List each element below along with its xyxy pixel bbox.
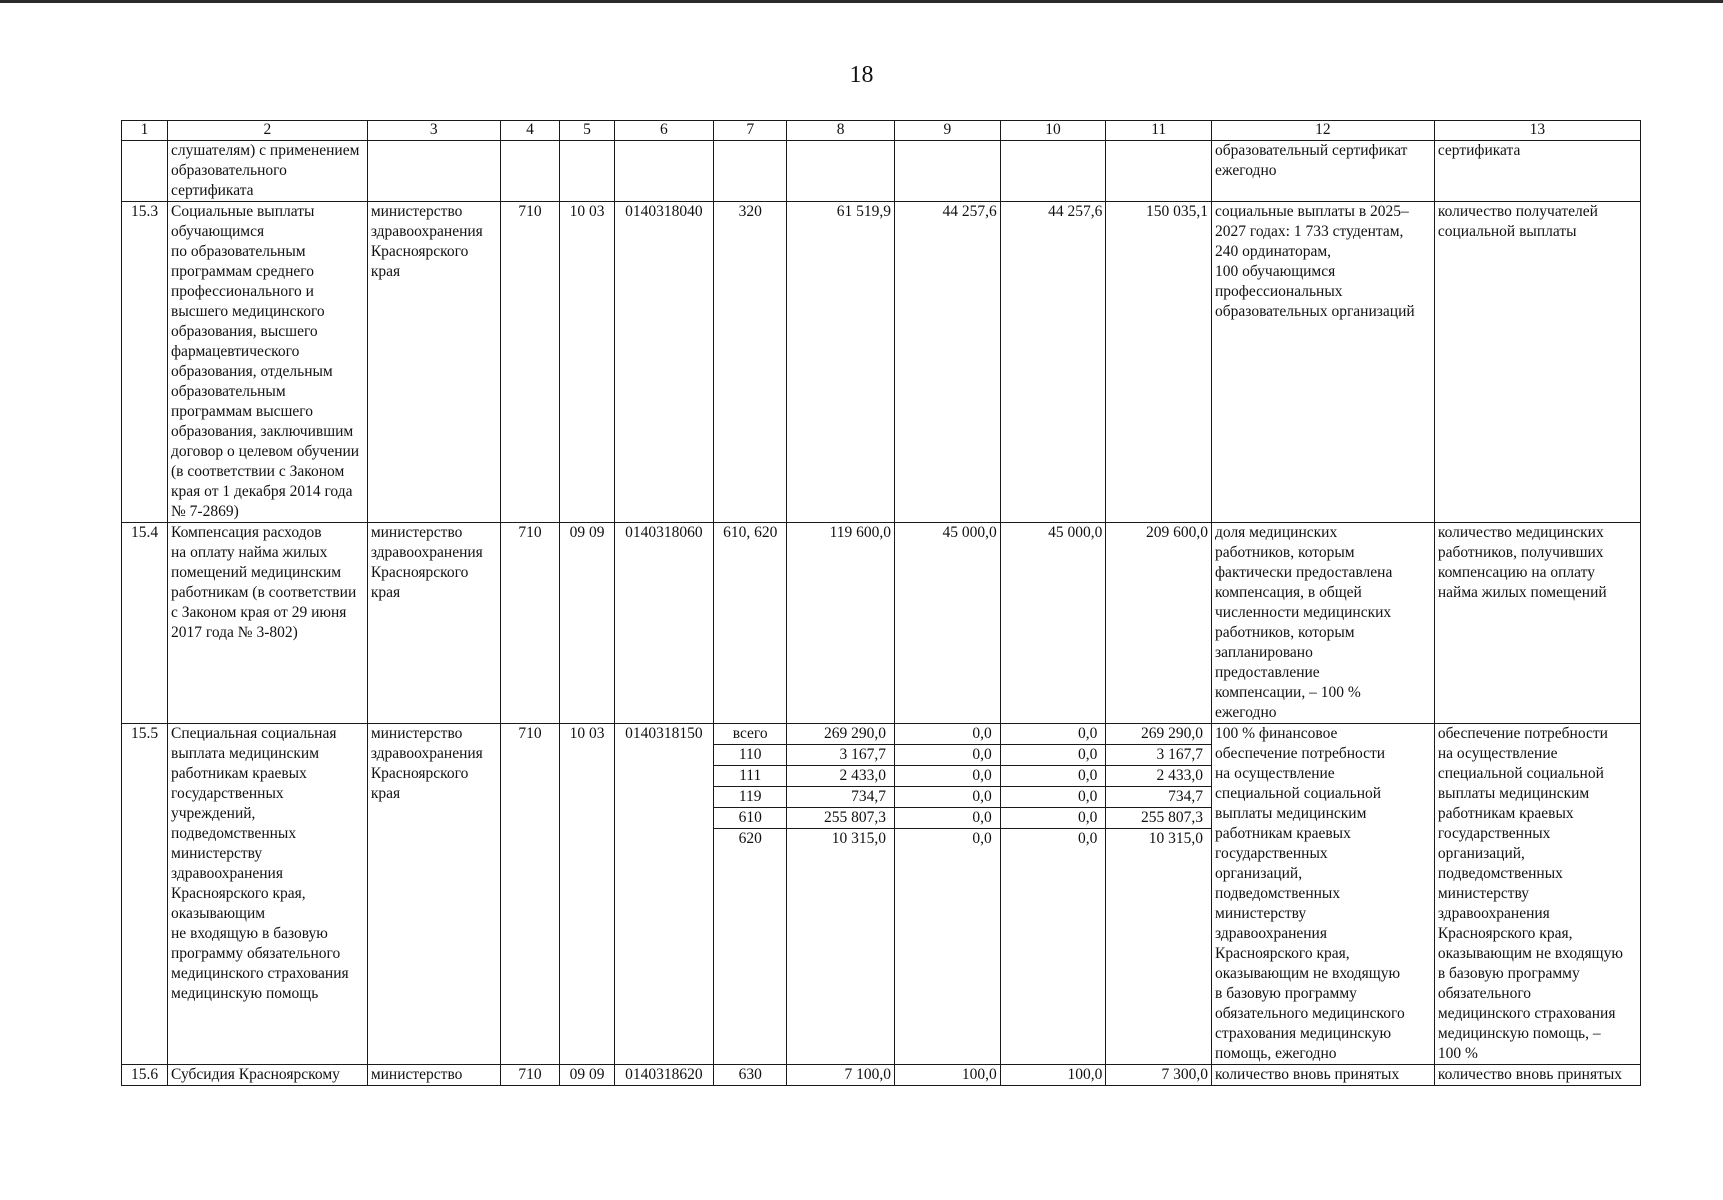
expected-result-line: количество вновь принятых xyxy=(1215,1066,1400,1083)
column-header-10: 10 xyxy=(1000,121,1106,141)
target-article-code: 0140318150 xyxy=(614,724,713,1065)
expense-type-value: 111 xyxy=(714,766,786,787)
expected-result-line: доля медицинских xyxy=(1215,524,1338,541)
result-indicator-line: министерству xyxy=(1437,885,1530,902)
expense-type-value: 320 xyxy=(738,203,762,220)
expected-result-line: на осуществление xyxy=(1215,765,1335,782)
section-code xyxy=(560,141,614,202)
scan-edge xyxy=(0,0,1723,3)
result-indicator-line: в базовую программу xyxy=(1437,965,1580,982)
expected-result-line: работников, которым xyxy=(1215,544,1355,561)
expected-result-line: обязательного медицинского xyxy=(1215,1005,1405,1022)
target-article-code: 0140318620 xyxy=(614,1065,713,1086)
section-code: 10 03 xyxy=(560,724,614,1065)
amount-total xyxy=(1106,523,1212,724)
result-indicator-line: найма жилых помещений xyxy=(1437,584,1607,601)
expected-result-line: страхования медицинскую xyxy=(1215,1025,1392,1042)
expected-result-line: компенсации, – 100 % xyxy=(1215,684,1361,701)
measure-name-line: учреждений, xyxy=(171,805,256,822)
amount-2025-value: 269 290,0 xyxy=(787,724,894,745)
target-article-code xyxy=(614,141,713,202)
measure-name-line: сертификата xyxy=(171,182,254,199)
amount-2026-value: 0,0 xyxy=(972,830,992,847)
budget-table xyxy=(121,120,1641,1086)
expense-type xyxy=(714,1065,787,1086)
amount-total xyxy=(1106,141,1212,202)
expected-result-line: государственных xyxy=(1215,845,1328,862)
column-header-3: 3 xyxy=(367,121,500,141)
responsible-ministry xyxy=(367,202,500,523)
measure-name-line: помещений медицинским xyxy=(171,564,342,581)
amount-2027 xyxy=(1000,523,1106,724)
responsible-ministry-line: края xyxy=(370,263,401,280)
column-header-6: 6 xyxy=(614,121,713,141)
amount-2025-value: 61 519,9 xyxy=(836,203,892,220)
column-header-5: 5 xyxy=(560,121,614,141)
result-indicator-line: обеспечение потребности xyxy=(1437,725,1608,742)
amount-2027-value: 0,0 xyxy=(1001,787,1106,808)
responsible-ministry xyxy=(367,724,500,1065)
amount-total-value: 7 300,0 xyxy=(1161,1066,1209,1083)
column-header-11: 11 xyxy=(1106,121,1212,141)
grbs-code: 710 xyxy=(500,202,560,523)
expected-result-line: ежегодно xyxy=(1215,704,1277,721)
section-code: 10 03 xyxy=(560,202,614,523)
measure-name-line: края от 1 декабря 2014 года xyxy=(171,483,353,500)
expected-result xyxy=(1212,141,1435,202)
measure-name xyxy=(168,1065,368,1086)
expected-result-line: оказывающим не входящую xyxy=(1215,965,1401,982)
amount-total-stack xyxy=(1109,724,1208,849)
expected-result xyxy=(1212,523,1435,724)
result-indicator-line: выплаты медицинским xyxy=(1437,785,1590,802)
result-indicator-line: работников, получивших xyxy=(1437,544,1604,561)
result-indicator-line: на осуществление xyxy=(1437,745,1558,762)
measure-name-line: Красноярского края, xyxy=(171,885,306,902)
expected-result xyxy=(1212,202,1435,523)
amount-2027 xyxy=(1000,141,1106,202)
amount-2025-stack xyxy=(790,724,891,849)
result-indicator xyxy=(1434,1065,1640,1086)
amount-2025-value: 119 600,0 xyxy=(829,524,892,541)
amount-2026-value: 0,0 xyxy=(895,724,1000,745)
measure-name-line: Специальная социальная xyxy=(171,725,337,742)
measure-name-line: (в соответствии с Законом xyxy=(171,463,345,480)
result-indicator-line: количество получателей xyxy=(1437,203,1598,220)
responsible-ministry xyxy=(367,141,500,202)
expected-result-line: 2027 годах: 1 733 студентам, xyxy=(1215,223,1404,240)
expected-result-line: фактически предоставлена xyxy=(1215,564,1393,581)
expense-type-value: всего xyxy=(714,724,786,745)
result-indicator-line: количество вновь принятых xyxy=(1437,1066,1623,1083)
measure-name xyxy=(168,523,368,724)
amount-total-value: 2 433,0 xyxy=(1106,766,1211,787)
measure-name-line: оказывающим xyxy=(171,905,266,922)
result-indicator-line: компенсацию на оплату xyxy=(1437,564,1595,581)
expense-type-value: 620 xyxy=(738,830,762,847)
column-header-1: 1 xyxy=(122,121,168,141)
expense-type xyxy=(714,202,787,523)
measure-name-line: здравоохранения xyxy=(171,865,283,882)
result-indicator-line: здравоохранения xyxy=(1437,905,1550,922)
column-header-9: 9 xyxy=(895,121,1001,141)
expected-result-line: работникам краевых xyxy=(1215,825,1351,842)
amount-2027-value: 44 257,6 xyxy=(1048,203,1103,220)
measure-name xyxy=(168,141,368,202)
measure-name-line: выплата медицинским xyxy=(171,745,320,762)
result-indicator-line: организаций, xyxy=(1437,845,1525,862)
responsible-ministry-line: министерство xyxy=(370,524,463,541)
result-indicator-line: социальной выплаты xyxy=(1437,223,1577,240)
measure-name-line: профессионального и xyxy=(171,283,314,300)
result-indicator-line: подведомственных xyxy=(1437,865,1563,882)
table-row xyxy=(122,141,1641,202)
amount-2027-value: 100,0 xyxy=(1067,1066,1103,1083)
amount-2025-value: 10 315,0 xyxy=(831,830,887,847)
measure-name-line: образования, высшего xyxy=(171,323,318,340)
expected-result-line: 100 % финансовое xyxy=(1215,725,1338,742)
grbs-code xyxy=(500,141,560,202)
amount-2025 xyxy=(787,202,895,523)
amount-total-value: 10 315,0 xyxy=(1148,830,1204,847)
expected-result-line: образовательных организаций xyxy=(1215,303,1415,320)
result-indicator-line: оказывающим не входящую xyxy=(1437,945,1623,962)
measure-name-line: не входящую в базовую xyxy=(171,925,328,942)
amount-2026 xyxy=(895,724,1001,1065)
expected-result xyxy=(1212,1065,1435,1086)
measure-name xyxy=(168,202,368,523)
responsible-ministry-line: здравоохранения xyxy=(370,745,483,762)
measure-name-line: № 7-2869) xyxy=(171,503,239,520)
measure-name-line: 2017 года № 3-802) xyxy=(171,624,298,641)
expected-result-line: работников, которым xyxy=(1215,624,1355,641)
measure-name-line: образовательного xyxy=(171,162,287,179)
result-indicator xyxy=(1434,523,1640,724)
result-indicator-line: Красноярского края, xyxy=(1437,925,1573,942)
measure-name-line: фармацевтического xyxy=(171,343,300,360)
amount-2027 xyxy=(1000,202,1106,523)
amount-total-value: 150 035,1 xyxy=(1146,203,1209,220)
expected-result xyxy=(1212,724,1435,1065)
expense-type-value: 630 xyxy=(738,1066,762,1083)
result-indicator-line: 100 % xyxy=(1437,1045,1478,1062)
section-code: 09 09 xyxy=(560,523,614,724)
amount-total-value: 269 290,0 xyxy=(1106,724,1211,745)
grbs-code: 710 xyxy=(500,1065,560,1086)
amount-total-value: 734,7 xyxy=(1106,787,1211,808)
column-header-12: 12 xyxy=(1212,121,1435,141)
result-indicator-line: специальной социальной xyxy=(1437,765,1604,782)
amount-2025-value: 7 100,0 xyxy=(844,1066,892,1083)
measure-name-line: министерству xyxy=(171,845,263,862)
expected-result-line: численности медицинских xyxy=(1215,604,1392,621)
amount-2026-value: 0,0 xyxy=(895,808,1000,829)
amount-2026-value: 44 257,6 xyxy=(942,203,997,220)
table-row xyxy=(122,202,1641,523)
responsible-ministry-line: Красноярского xyxy=(370,765,469,782)
measure-name-line: образования, отдельным xyxy=(171,363,333,380)
amount-2027-value: 0,0 xyxy=(1001,766,1106,787)
responsible-ministry-line: министерство xyxy=(370,1066,463,1083)
expected-result-line: здравоохранения xyxy=(1215,925,1327,942)
measure-name-line: работникам (в соответствии xyxy=(171,584,357,601)
expense-type-value: 610 xyxy=(714,808,786,829)
amount-2026-value: 0,0 xyxy=(895,745,1000,766)
row-number xyxy=(122,141,168,202)
amount-total xyxy=(1106,202,1212,523)
amount-2025 xyxy=(787,141,895,202)
responsible-ministry-line: края xyxy=(370,785,401,802)
measure-name-line: на оплату найма жилых xyxy=(171,544,328,561)
expected-result-line: Красноярского края, xyxy=(1215,945,1350,962)
result-indicator xyxy=(1434,141,1640,202)
expense-type-value: 110 xyxy=(714,745,786,766)
amount-2025 xyxy=(787,724,895,1065)
responsible-ministry-line: здравоохранения xyxy=(370,544,483,561)
measure-name-line: медицинского страхования xyxy=(171,965,349,982)
page-number: 18 xyxy=(849,62,874,88)
table-body xyxy=(122,141,1641,1086)
amount-2026-value: 45 000,0 xyxy=(942,524,997,541)
row-number: 15.3 xyxy=(122,202,168,523)
measure-name-line: обучающимся xyxy=(171,223,265,240)
expected-result-line: предоставление xyxy=(1215,664,1320,681)
amount-total-value: 255 807,3 xyxy=(1106,808,1211,829)
measure-name-line: подведомственных xyxy=(171,825,297,842)
amount-2026-stack xyxy=(898,724,997,849)
row-number: 15.6 xyxy=(122,1065,168,1086)
measure-name-line: с Законом края от 29 июня xyxy=(171,604,347,621)
column-header-4: 4 xyxy=(500,121,560,141)
target-article-code: 0140318040 xyxy=(614,202,713,523)
amount-2027-stack xyxy=(1004,724,1103,849)
column-header-7: 7 xyxy=(714,121,787,141)
grbs-code: 710 xyxy=(500,724,560,1065)
amount-total-value: 3 167,7 xyxy=(1106,745,1211,766)
expected-result-line: обеспечение потребности xyxy=(1215,745,1386,762)
table-row xyxy=(122,724,1641,1065)
expected-result-line: в базовую программу xyxy=(1215,985,1357,1002)
result-indicator-line: государственных xyxy=(1437,825,1551,842)
amount-2025 xyxy=(787,1065,895,1086)
expected-result-line: запланировано xyxy=(1215,644,1313,661)
section-code: 09 09 xyxy=(560,1065,614,1086)
measure-name-line: Компенсация расходов xyxy=(171,524,322,541)
measure-name-line: слушателям) с применением xyxy=(171,142,360,159)
expected-result-line: организаций, xyxy=(1215,865,1303,882)
amount-2025-value: 734,7 xyxy=(787,787,894,808)
expected-result-line: специальной социальной xyxy=(1215,785,1382,802)
amount-2026-value: 0,0 xyxy=(895,766,1000,787)
header-row xyxy=(122,121,1641,141)
expected-result-line: ежегодно xyxy=(1215,162,1277,179)
expected-result-line: 240 ординаторам, xyxy=(1215,243,1332,260)
responsible-ministry xyxy=(367,1065,500,1086)
measure-name-line: государственных xyxy=(171,785,284,802)
measure-name-line: образования, заключившим xyxy=(171,423,354,440)
column-header-2: 2 xyxy=(168,121,368,141)
row-number: 15.4 xyxy=(122,523,168,724)
column-header-13: 13 xyxy=(1434,121,1640,141)
result-indicator-line: сертификата xyxy=(1437,142,1521,159)
result-indicator-line: обязательного xyxy=(1437,985,1532,1002)
amount-2025 xyxy=(787,523,895,724)
measure-name xyxy=(168,724,368,1065)
expense-type-stack xyxy=(717,724,783,849)
expected-result-line: подведомственных xyxy=(1215,885,1341,902)
amount-total xyxy=(1106,1065,1212,1086)
measure-name-line: медицинскую помощь xyxy=(171,985,319,1002)
measure-name-line: программам среднего xyxy=(171,263,314,280)
measure-name-line: Субсидия Красноярскому xyxy=(171,1066,340,1083)
responsible-ministry-line: здравоохранения xyxy=(370,223,483,240)
amount-2026-value: 0,0 xyxy=(895,787,1000,808)
table-row xyxy=(122,1065,1641,1086)
result-indicator xyxy=(1434,724,1640,1065)
amount-2026 xyxy=(895,1065,1001,1086)
responsible-ministry-line: края xyxy=(370,584,401,601)
expected-result-line: образовательный сертификат xyxy=(1215,142,1408,159)
responsible-ministry-line: Красноярского xyxy=(370,564,469,581)
result-indicator-line: работникам краевых xyxy=(1437,805,1574,822)
measure-name-line: высшего медицинского xyxy=(171,303,325,320)
column-header-8: 8 xyxy=(787,121,895,141)
amount-2026-value: 100,0 xyxy=(961,1066,997,1083)
amount-2027-value: 0,0 xyxy=(1001,745,1106,766)
measure-name-line: программу обязательного xyxy=(171,945,341,962)
result-indicator-line: медицинскую помощь, – xyxy=(1437,1025,1601,1042)
target-article-code: 0140318060 xyxy=(614,523,713,724)
amount-2027 xyxy=(1000,724,1106,1065)
measure-name-line: образовательным xyxy=(171,383,286,400)
expense-type-value: 610, 620 xyxy=(723,524,778,541)
measure-name-line: по образовательным xyxy=(171,243,306,260)
expected-result-line: выплаты медицинским xyxy=(1215,805,1367,822)
expected-result-line: 100 обучающимся xyxy=(1215,263,1336,280)
amount-2025-value: 3 167,7 xyxy=(787,745,894,766)
expected-result-line: социальные выплаты в 2025– xyxy=(1215,203,1409,220)
responsible-ministry xyxy=(367,523,500,724)
amount-2025-value: 2 433,0 xyxy=(787,766,894,787)
result-indicator-line: медицинского страхования xyxy=(1437,1005,1616,1022)
table-row xyxy=(122,523,1641,724)
responsible-ministry-line: Красноярского xyxy=(370,243,469,260)
amount-2027-value: 0,0 xyxy=(1077,830,1098,847)
grbs-code: 710 xyxy=(500,523,560,724)
expense-type xyxy=(714,724,787,1065)
amount-2027-value: 0,0 xyxy=(1001,808,1106,829)
result-indicator-line: количество медицинских xyxy=(1437,524,1604,541)
measure-name-line: работникам краевых xyxy=(171,765,307,782)
responsible-ministry-line: министерство xyxy=(370,725,463,742)
responsible-ministry-line: министерство xyxy=(370,203,463,220)
amount-2026 xyxy=(895,523,1001,724)
result-indicator xyxy=(1434,202,1640,523)
amount-2026 xyxy=(895,141,1001,202)
expected-result-line: компенсация, в общей xyxy=(1215,584,1362,601)
expense-type xyxy=(714,523,787,724)
expense-type xyxy=(714,141,787,202)
expected-result-line: профессиональных xyxy=(1215,283,1343,300)
row-number: 15.5 xyxy=(122,724,168,1065)
amount-2027-value: 0,0 xyxy=(1001,724,1106,745)
amount-2027-value: 45 000,0 xyxy=(1048,524,1103,541)
measure-name-line: договор о целевом обучении xyxy=(171,443,360,460)
amount-2026 xyxy=(895,202,1001,523)
amount-total-value: 209 600,0 xyxy=(1146,524,1209,541)
amount-total xyxy=(1106,724,1212,1065)
measure-name-line: программам высшего xyxy=(171,403,314,420)
amount-2025-value: 255 807,3 xyxy=(787,808,894,829)
amount-2027 xyxy=(1000,1065,1106,1086)
expense-type-value: 119 xyxy=(714,787,786,808)
measure-name-line: Социальные выплаты xyxy=(171,203,315,220)
expected-result-line: министерству xyxy=(1215,905,1307,922)
expected-result-line: помощь, ежегодно xyxy=(1215,1045,1337,1062)
